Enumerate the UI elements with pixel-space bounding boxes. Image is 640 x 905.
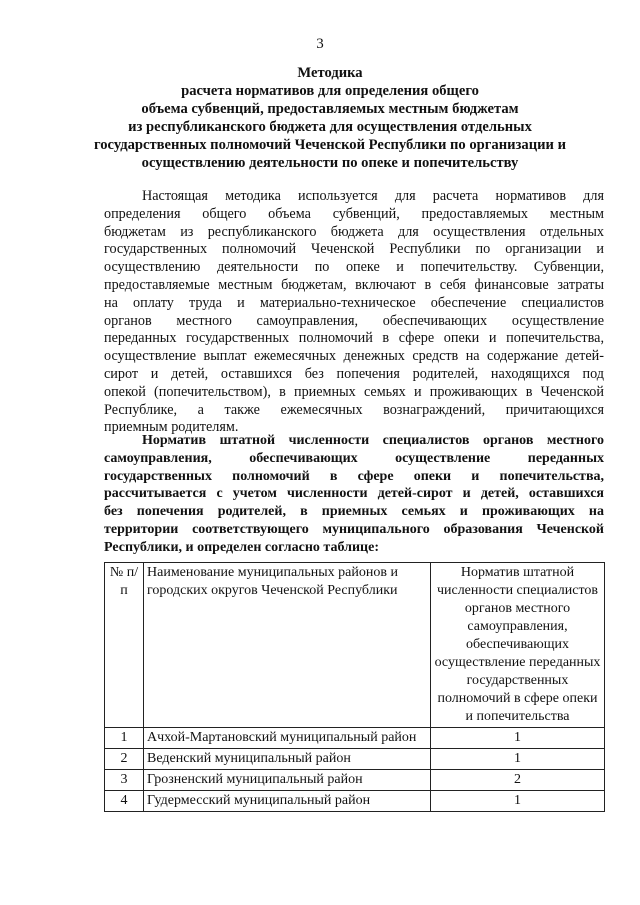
text-line: рассчитывается с учетом численности детей-сирот и детей, оставшихся: [104, 486, 604, 502]
text-line: опекой (попечительством), в приемных семьях и проживающих в Чеченской: [104, 383, 604, 400]
title-line: Методика: [297, 65, 363, 81]
text-line: государственных полномочий в сфере опеки и попечительства,: [104, 468, 604, 484]
title-line: объема субвенций, предоставляемых местным бюджетам: [141, 101, 519, 117]
row-name: Грозненский муниципальный район: [144, 770, 431, 791]
text-line: сирот и детей, оставшихся без попечения родителей, находящихся под: [104, 365, 604, 382]
text-line: определения общего объема субвенций, предоставляемых местным: [104, 205, 604, 222]
text-line: Республике, а также ежемесячных вознаграждений, причитающихся: [104, 401, 604, 418]
text-line: государственных полномочий Чеченской Республики по организации и: [104, 241, 604, 258]
row-value: 2: [431, 770, 605, 791]
text-line: самоуправления, обеспечивающих осуществление переданных: [104, 450, 604, 466]
text-line: без попечения родителей, в приемных семьях и проживающих на: [104, 504, 604, 520]
title-line: государственных полномочий Чеченской Республики по организации и: [94, 137, 566, 153]
text-line: Настоящая методика используется для расчета нормативов для: [142, 188, 604, 204]
title-line: осуществлению деятельности по опеке и попечительству: [141, 155, 519, 171]
row-number: 1: [105, 728, 144, 749]
table-row: [105, 770, 605, 791]
text-line: территории соответствующего муниципального образования Чеченской: [104, 521, 604, 537]
row-number: 3: [105, 770, 144, 791]
text-line: осуществлению деятельности по опеке и попечительству. Субвенции,: [104, 259, 604, 276]
table-row: [105, 791, 605, 812]
methodology-paragraph: [104, 188, 604, 437]
header-number: № п/п: [105, 563, 144, 728]
row-number: 4: [105, 791, 144, 812]
row-number: 2: [105, 749, 144, 770]
table-row: [105, 749, 605, 770]
staffing-norms-table: [104, 562, 605, 812]
page-number: 3: [316, 36, 324, 52]
title-line: расчета нормативов для определения общего: [181, 83, 479, 99]
text-line: приемным родителям.: [104, 419, 239, 436]
title-line: из республиканского бюджета для осуществления отдельных: [128, 119, 532, 135]
text-line: на оплату труда и материально-техническое обеспечение специалистов: [104, 294, 604, 311]
table-row: [105, 728, 605, 749]
row-value: 1: [431, 728, 605, 749]
row-name: Ачхой-Мартановский муниципальный район: [144, 728, 431, 749]
text-line: переданных государственных полномочий в сфере опеки и попечительства,: [104, 330, 604, 347]
text-line: органов местного самоуправления, обеспечивающих осуществление: [104, 312, 604, 329]
staffing-norm-paragraph: [104, 432, 604, 557]
text-line: бюджетам из республиканского бюджета для осуществления отдельных: [104, 223, 604, 240]
text-line: осуществление выплат ежемесячных денежных средств на содержание детей-: [104, 348, 604, 365]
row-name: Гудермесский муниципальный район: [144, 791, 431, 812]
row-value: 1: [431, 791, 605, 812]
text-line: Норматив штатной численности специалистов органов местного: [142, 433, 604, 448]
row-value: 1: [431, 749, 605, 770]
header-norm: Норматив штатной численности специалистов органов местного самоуправления, обеспечивающих осуществление переданных государственных полномочий в сфере опеки и попечительства: [431, 563, 605, 728]
document-title: [70, 64, 590, 172]
header-name: Наименование муниципальных районов и городских округов Чеченской Республики: [144, 563, 431, 728]
text-line: Республики, и определен согласно таблице:: [104, 539, 379, 555]
row-name: Веденский муниципальный район: [144, 749, 431, 770]
text-line: предоставляемые местным бюджетам, включают в себя финансовые затраты: [104, 276, 604, 293]
table-header-row: [105, 563, 605, 728]
